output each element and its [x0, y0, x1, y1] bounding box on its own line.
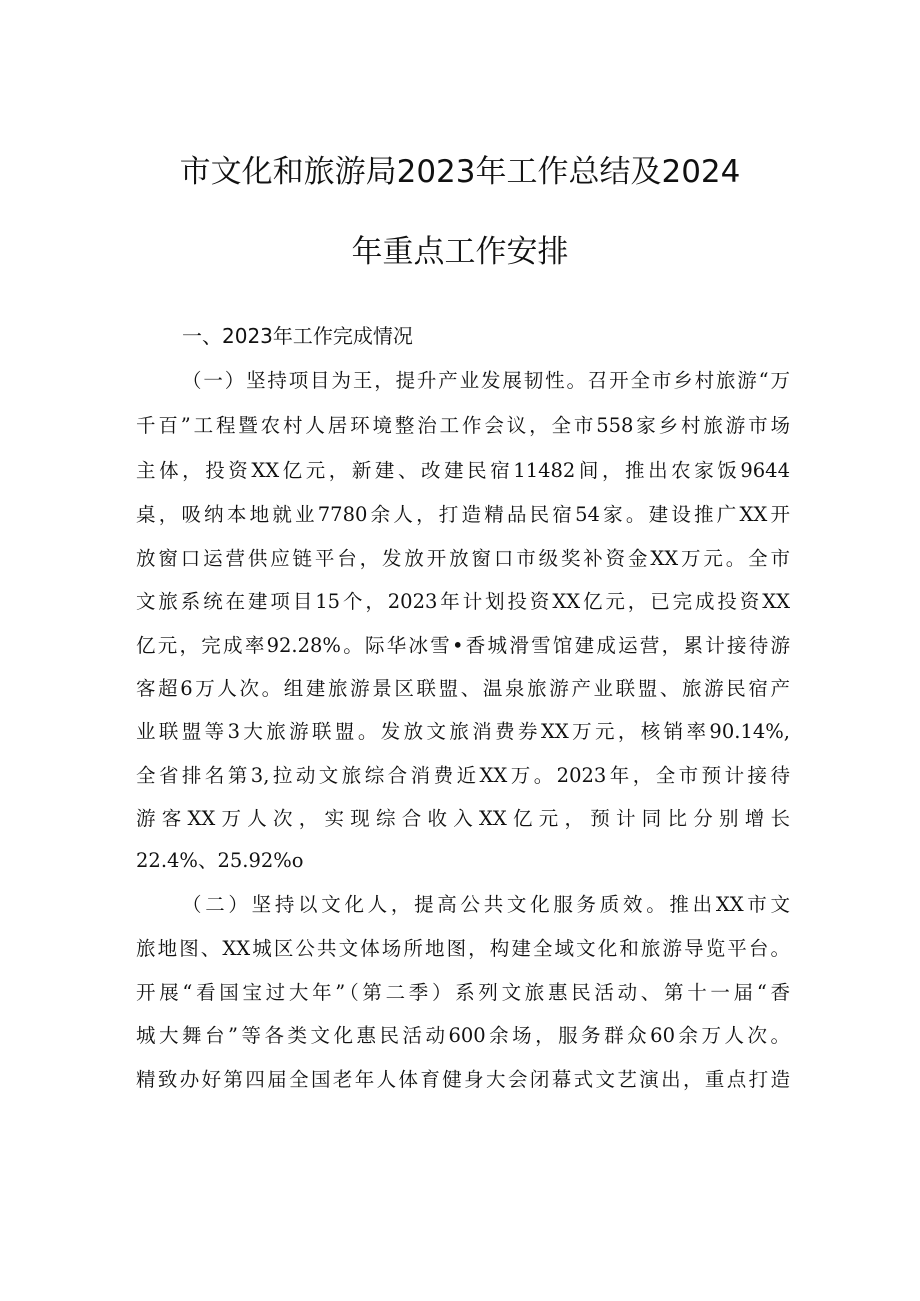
- paragraph-1-line: 全省排名第3,拉动文旅综合消费近XX万。2023年，全市预计接待: [136, 764, 790, 787]
- paragraph-1-line: 业联盟等3大旅游联盟。发放文旅消费券XX万元，核销率90.14%,: [136, 720, 790, 743]
- paragraph-2-line: （二）坚持以文化人，提高公共文化服务质效。推出XX市文: [182, 893, 790, 916]
- document-title-line-1: 市文化和旅游局2023年工作总结及2024: [179, 154, 741, 190]
- section-heading: 一、2023年工作完成情况: [182, 324, 413, 348]
- paragraph-2-line: 精致办好第四届全国老年人体育健身大会闭幕式文艺演出，重点打造: [136, 1068, 790, 1091]
- paragraph-1-line: 文旅系统在建项目15个，2023年计划投资XX亿元，已完成投资XX: [136, 590, 790, 613]
- paragraph-1-line: 桌，吸纳本地就业7780余人，打造精品民宿54家。建设推广XX开: [136, 503, 790, 526]
- paragraph-2-line: 旅地图、XX城区公共文体场所地图，构建全域文化和旅游导览平台。: [136, 937, 790, 960]
- paragraph-1-line: 亿元，完成率92.28%。际华冰雪•香城滑雪馆建成运营，累计接待游: [136, 634, 790, 657]
- paragraph-1-line: 客超6万人次。组建旅游景区联盟、温泉旅游产业联盟、旅游民宿产: [136, 677, 790, 700]
- paragraph-1-line: （一）坚持项目为王，提升产业发展韧性。召开全市乡村旅游“万: [182, 369, 790, 392]
- paragraph-2-line: 城大舞台”等各类文化惠民活动600余场，服务群众60余万人次。: [136, 1024, 790, 1047]
- paragraph-1-line: 千百”工程暨农村人居环境整治工作会议，全市558家乡村旅游市场: [136, 414, 790, 437]
- paragraph-1-line: 游客XX万人次，实现综合收入XX亿元，预计同比分别增长: [136, 807, 790, 830]
- paragraph-2-line: 开展“看国宝过大年”（第二季）系列文旅惠民活动、第十一届“香: [136, 981, 790, 1004]
- paragraph-1-line: 22.4%、25.92%o: [136, 849, 304, 872]
- document-title-line-2: 年重点工作安排: [351, 234, 569, 270]
- paragraph-1-line: 放窗口运营供应链平台，发放开放窗口市级奖补资金XX万元。全市: [136, 547, 790, 570]
- paragraph-1-line: 主体，投资XX亿元，新建、改建民宿11482间，推出农家饭9644: [136, 459, 790, 482]
